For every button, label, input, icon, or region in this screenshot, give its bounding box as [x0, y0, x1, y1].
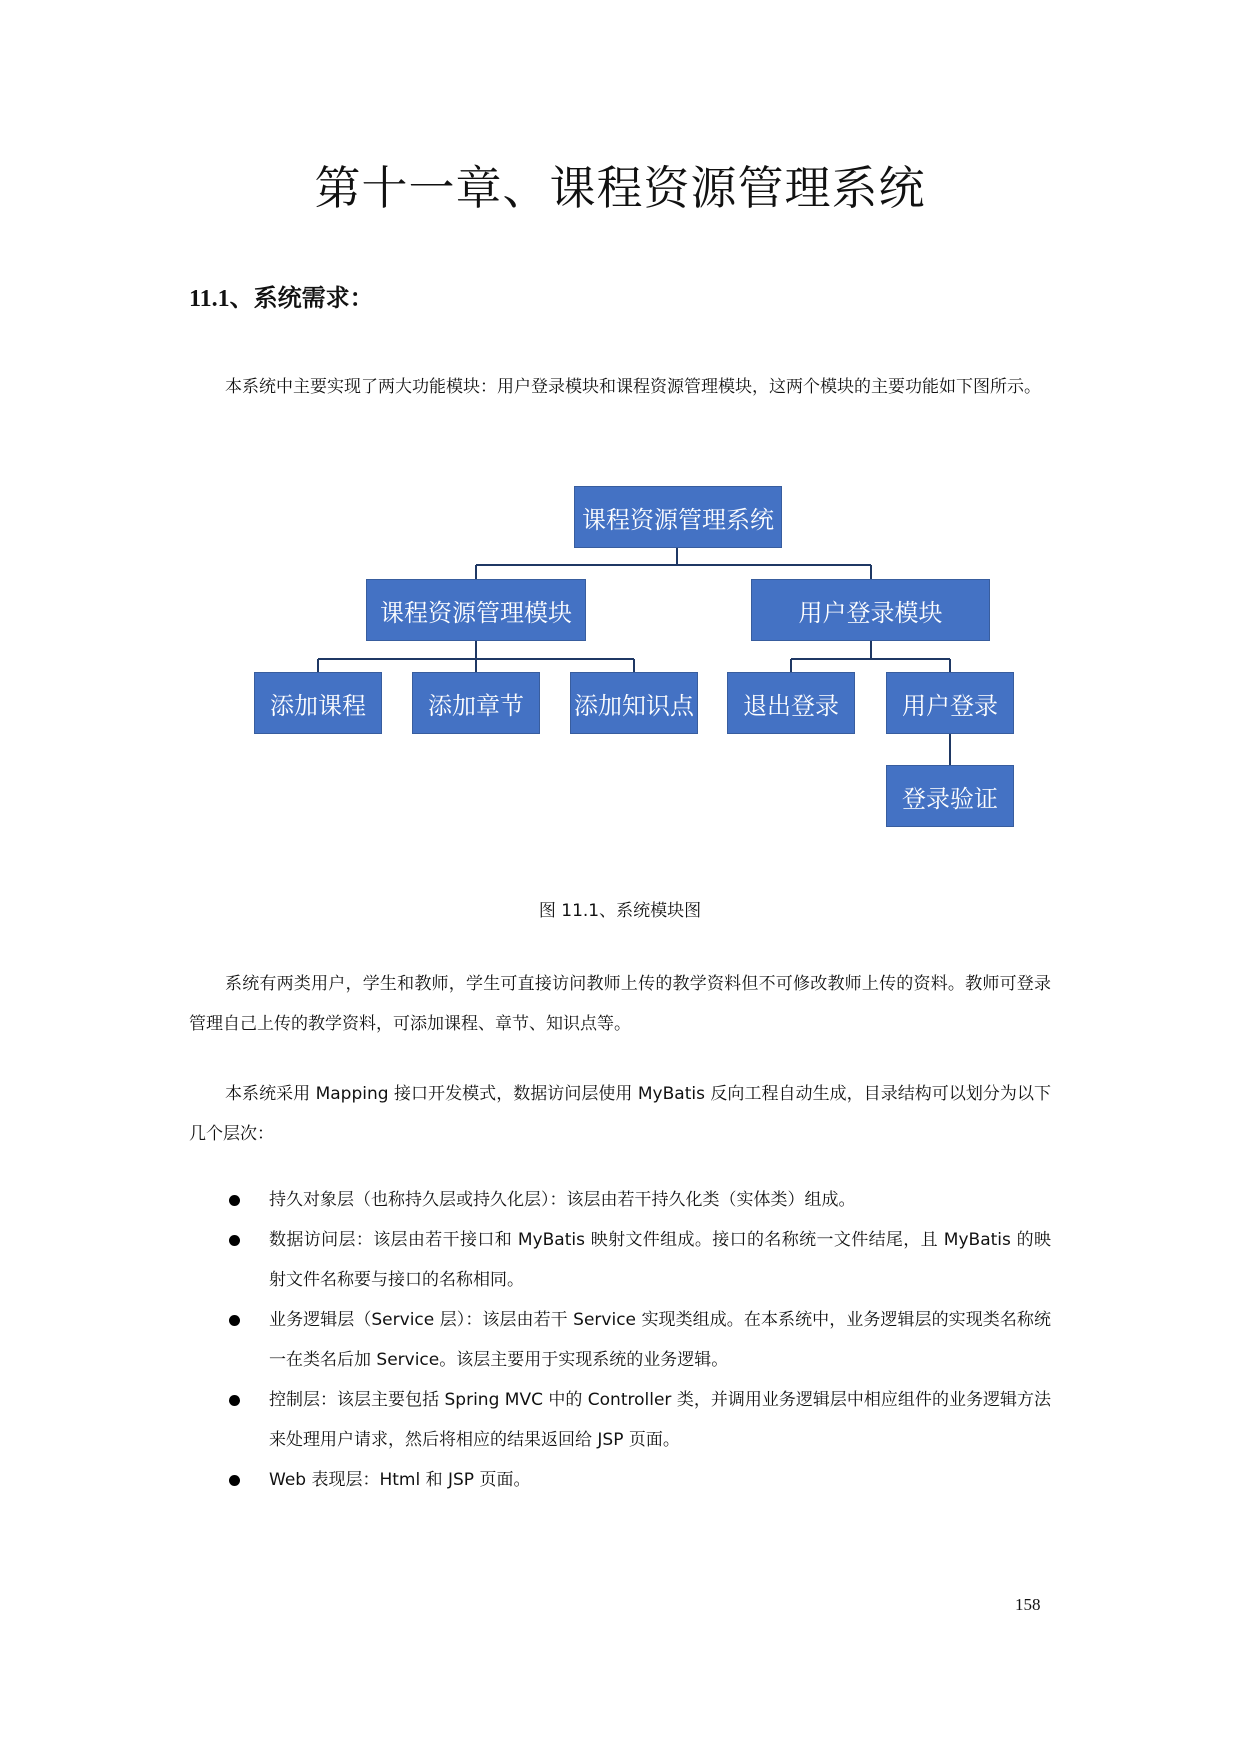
node-course-module: 课程资源管理模块: [366, 579, 586, 641]
intro-paragraph: 本系统中主要实现了两大功能模块：用户登录模块和课程资源管理模块，这两个模块的主要功能如下图所示。: [225, 377, 1041, 397]
node-add-knowledge: 添加知识点: [570, 672, 698, 734]
node-root: 课程资源管理系统: [574, 486, 782, 548]
users-paragraph: 系统有两类用户，学生和教师，学生可直接访问教师上传的教学资料但不可修改教师上传的资料。教师可登录管理自己上传的教学资料，可添加课程、章节、知识点等。: [189, 974, 1051, 1034]
page-number: 158: [1015, 1595, 1041, 1614]
node-login-verify: 登录验证: [886, 765, 1014, 827]
list-item-text: 业务逻辑层（Service 层）：该层由若干 Service 实现类组成。在本系统中，业务逻辑层的实现类名称统一在类名后加 Service。该层主要用于实现系统的业务逻辑。: [269, 1310, 1051, 1370]
bullet-dot-icon: [229, 1315, 240, 1326]
list-item: [189, 1460, 1051, 1500]
bullet-dot-icon: [229, 1475, 240, 1486]
bullet-dot-icon: [229, 1195, 240, 1206]
bullet-dot-icon: [229, 1395, 240, 1406]
list-item: [189, 1220, 1051, 1300]
list-item: [189, 1380, 1051, 1460]
layer-list: [189, 1180, 1051, 1500]
node-logout: 退出登录: [727, 672, 855, 734]
list-item-text: Web 表现层：Html 和 JSP 页面。: [269, 1470, 531, 1490]
list-item: [189, 1180, 1051, 1220]
list-item-text: 控制层：该层主要包括 Spring MVC 中的 Controller 类，并调用业务逻辑层中相应组件的业务逻辑方法来处理用户请求，然后将相应的结果返回给 JSP 页面。: [269, 1390, 1051, 1450]
figure-caption: 图 11.1、系统模块图: [538, 901, 702, 921]
structure-paragraph: 本系统采用 Mapping 接口开发模式，数据访问层使用 MyBatis 反向工程自动生成，目录结构可以划分为以下几个层次：: [189, 1084, 1051, 1144]
list-item: [189, 1300, 1051, 1380]
node-add-course: 添加课程: [254, 672, 382, 734]
node-user-login: 用户登录: [886, 672, 1014, 734]
list-item-text: 数据访问层：该层由若干接口和 MyBatis 映射文件组成。接口的名称统一文件结尾，且 MyBatis 的映射文件名称要与接口的名称相同。: [269, 1230, 1051, 1290]
bullet-dot-icon: [229, 1235, 240, 1246]
list-item-text: 持久对象层（也称持久层或持久化层）：该层由若干持久化类（实体类）组成。: [269, 1190, 856, 1210]
section-heading: 11.1、系统需求：: [189, 286, 374, 312]
node-login-module: 用户登录模块: [751, 579, 990, 641]
node-add-chapter: 添加章节: [412, 672, 540, 734]
chapter-title: 第十一章、课程资源管理系统: [314, 161, 926, 215]
